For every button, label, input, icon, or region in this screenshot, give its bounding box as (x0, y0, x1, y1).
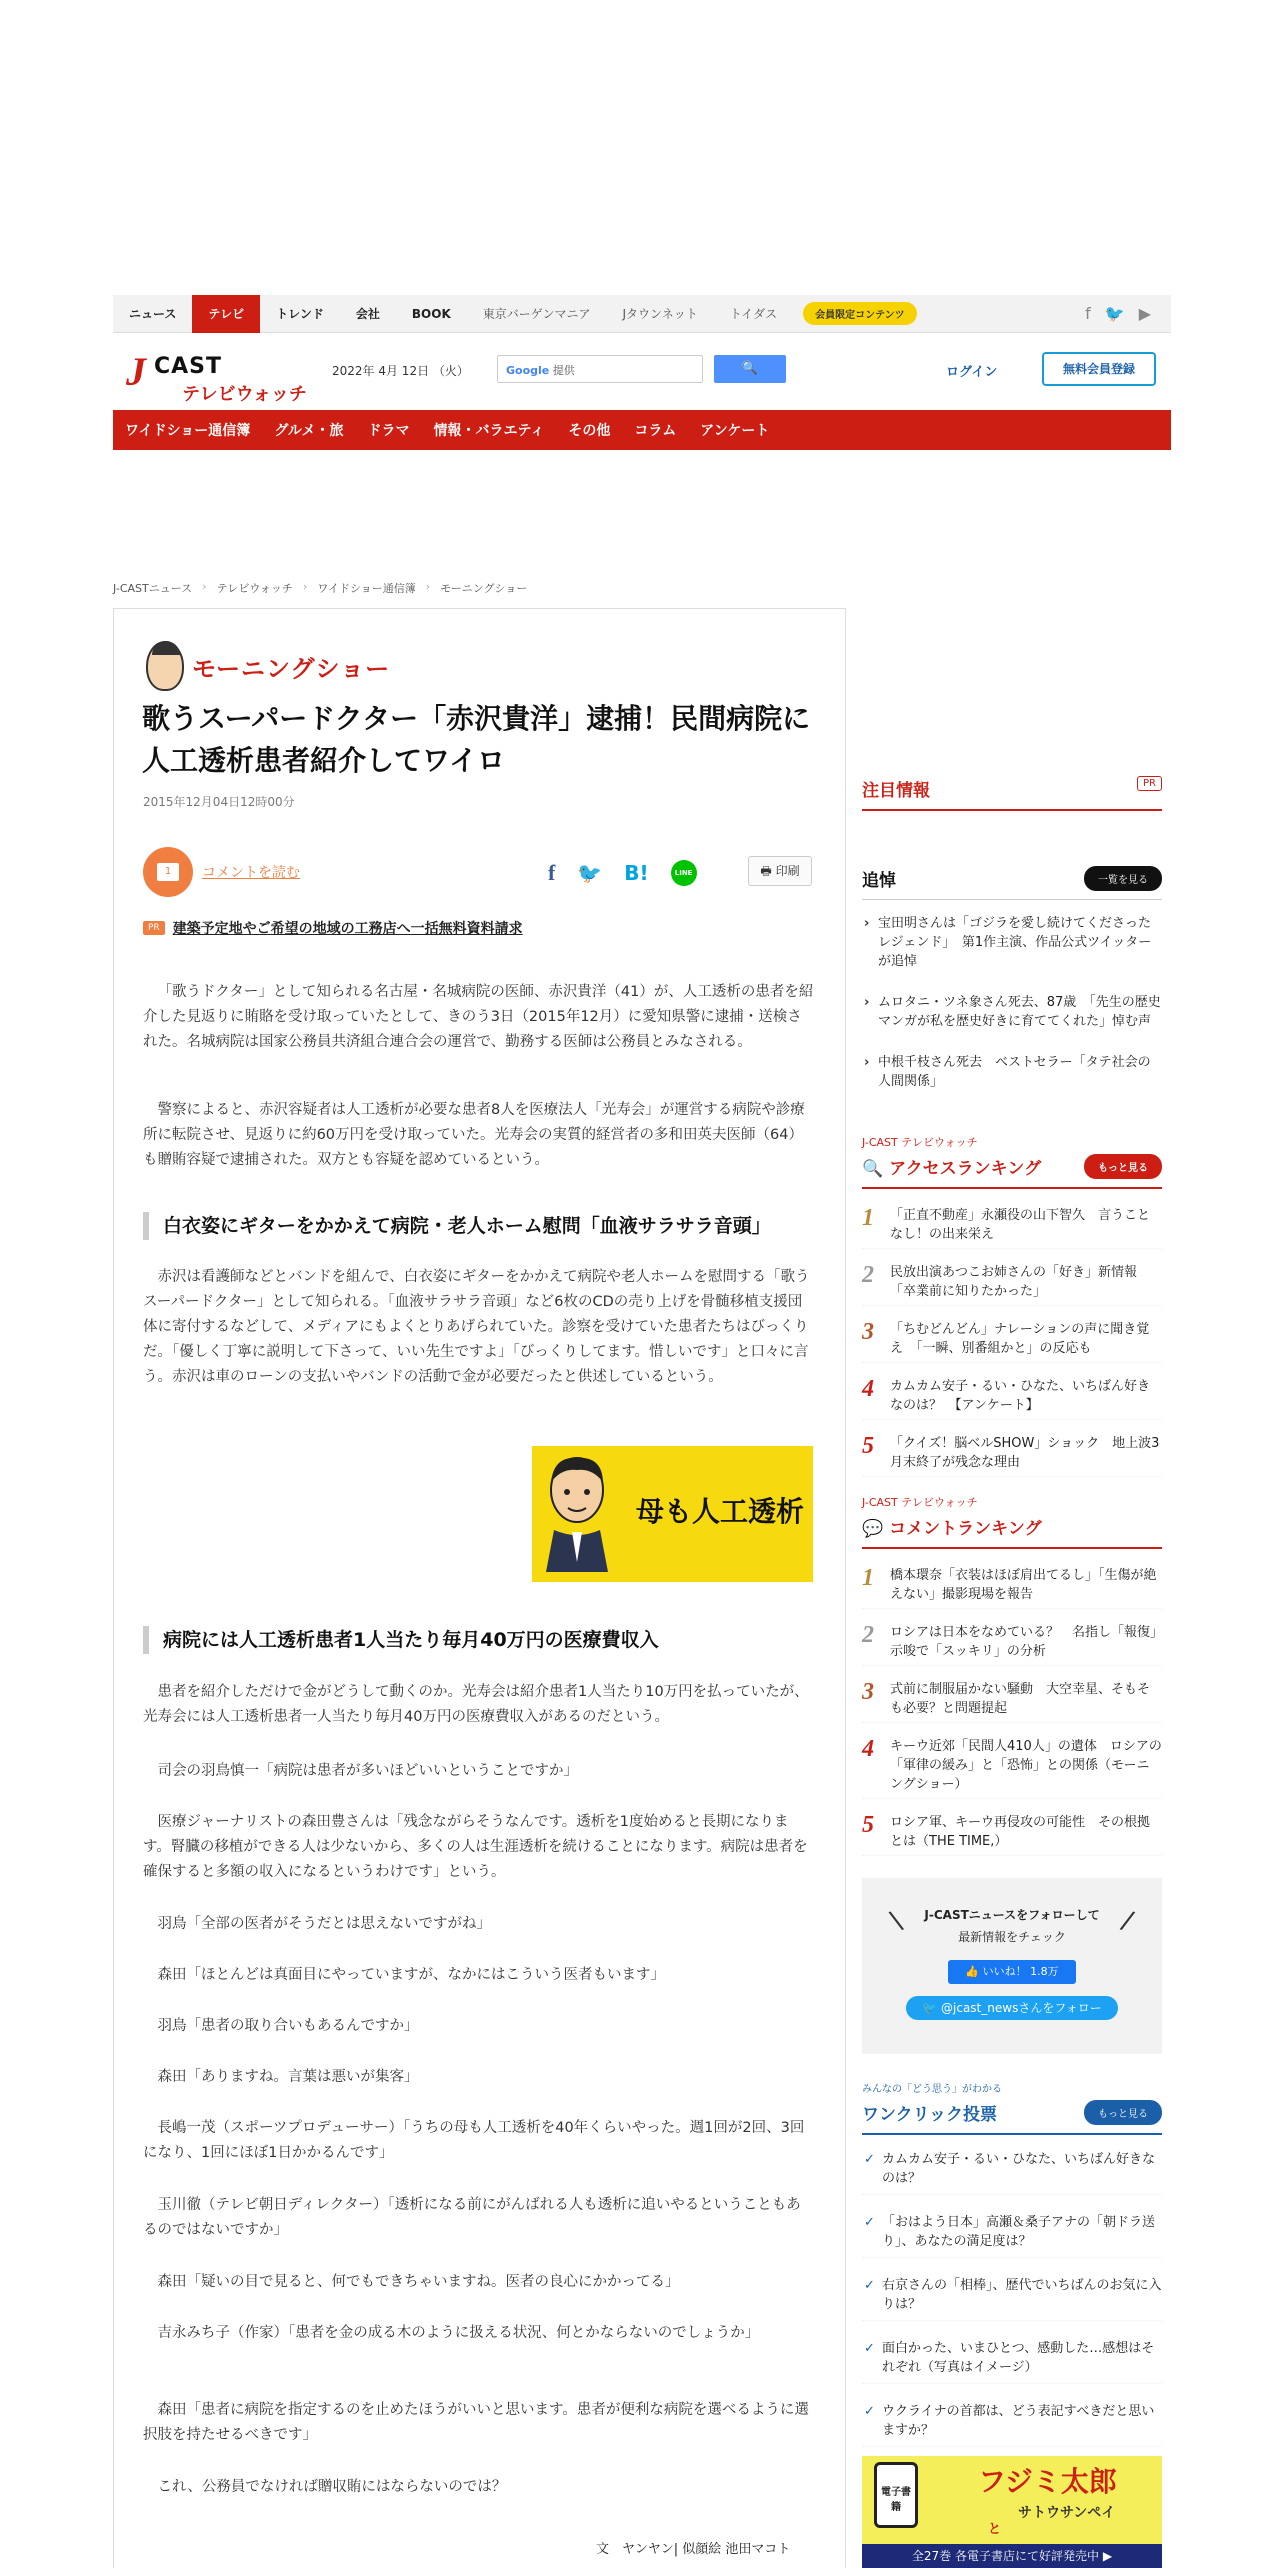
line-share-icon[interactable]: LINE (671, 860, 697, 886)
pr-tag: PR (143, 921, 165, 935)
access-more-button[interactable]: もっと見る (1084, 1154, 1162, 1179)
article-paragraph: 司会の羽鳥慎一「病院は患者が多いほどいいということですか」 (157, 1763, 578, 1779)
topnav-trend[interactable]: トレンド (276, 306, 324, 321)
comment-ranking-header (862, 1514, 1162, 1549)
list-item[interactable]: › 中根千枝さん死去 ベストセラー「タテ社会の人間関係」 (862, 1053, 1162, 1091)
article-subheading: 病院には人工透析患者1人当たり毎月40万円の医療費収入 (143, 1626, 815, 1654)
caricature-face (542, 1452, 612, 1572)
youtube-icon[interactable]: ▶ (1138, 304, 1151, 323)
article-credit: 文 ヤンヤン| 似顔絵 池田マコト (596, 2542, 791, 2557)
social-links (1085, 304, 1171, 323)
banner-bar: 全27巻 各電子書店にて好評発売中 ▶ (862, 2544, 1162, 2568)
pr-badge: PR (1137, 776, 1162, 791)
topnav-bargain[interactable]: 東京バーゲンマニア (482, 306, 591, 321)
ebook-icon: 電子書籍 (874, 2462, 918, 2528)
follow-line1: J-CASTニュースをフォローして (924, 1908, 1100, 1922)
brand-label: J-CAST テレビウォッチ (862, 1496, 978, 1509)
nav-other[interactable]: その他 (568, 423, 611, 439)
article-paragraph: 長嶋一茂（スポーツプロデューサー）「うちの母も人工透析を40年くらいやった。週1回が2回、3回になり、1回にほぼ1日かかるんです」 (143, 2120, 805, 2161)
article-paragraph: 森田「ほとんどは真面目にやっていますが、なかにはこういう医者もいます」 (157, 1967, 665, 1983)
access-ranking-list (862, 1206, 1162, 1491)
banner-subtitle: サトウサンペイ (1018, 2505, 1116, 2521)
oneclick-subtitle: みんなの「どう思う」がわかる (862, 2084, 1002, 2095)
follow-box (862, 1878, 1162, 2054)
topnav-jtown[interactable]: Jタウンネット (622, 306, 698, 321)
illustration-caption: 母も人工透析 (636, 1495, 805, 1528)
member-content-button[interactable]: 会員限定コンテンツ (803, 302, 917, 325)
poll-item[interactable]: ✓ 「おはよう日本」高瀬＆桑子アナの「朝ドラ送り」、あなたの満足度は？ (862, 2213, 1162, 2258)
access-ranking-title: アクセスランキング (889, 1159, 1042, 1179)
ranking-item[interactable]: 3 式前に制服届かない騒動 大空幸星、そもそも必要？と問題提起 (862, 1680, 1162, 1723)
ranking-item[interactable]: 4 キーウ近郊「民間人410人」の遺体 ロシアの「軍律の緩み」と「恐怖」との関係（モーニングショー） (862, 1737, 1162, 1799)
memorial-header (862, 866, 1162, 900)
caricature-illustration (532, 1446, 813, 1582)
crumb-wideshow[interactable]: ワイドショー通信簿 (317, 582, 416, 595)
facebook-icon[interactable]: f (1085, 304, 1091, 323)
search-suffix: 提供 (552, 364, 575, 377)
article-paragraph: 玉川徹（テレビ朝日ディレクター）「透析になる前にがんばれる人も透析に追いやるということもあるのではないですか」 (143, 2197, 801, 2238)
breadcrumb: J-CASTニュース › テレビウォッチ › ワイドショー通信簿 › モーニングショー (113, 580, 528, 595)
memorial-list (862, 914, 1162, 1113)
facebook-share-icon[interactable]: f (548, 860, 556, 885)
pr-link-row (143, 918, 523, 938)
ranking-item[interactable]: 2 ロシアは日本をなめている？ 名指し「報復」示唆で「スッキリ」の分析 (862, 1623, 1162, 1666)
memorial-title: 追悼 (862, 871, 896, 891)
search-icon: 🔍 (741, 361, 759, 376)
twitter-icon[interactable]: 🐦 (1104, 304, 1125, 323)
nav-variety[interactable]: 情報・バラエティ (433, 423, 545, 439)
follow-text (862, 1904, 1162, 1948)
logo-j: J (126, 349, 146, 394)
article-paragraph: これ、公務員でなければ贈収賄にはならないのでは？ (157, 2479, 507, 2495)
memorial-more-button[interactable]: 一覧を見る (1084, 866, 1162, 891)
register-button[interactable]: 無料会員登録 (1042, 352, 1156, 386)
logo-tv: テレビウォッチ (182, 384, 307, 405)
caricature-icon (146, 641, 184, 691)
facebook-like-button[interactable]: 👍 いいね！ 1.8万 (948, 1960, 1076, 1984)
program-badge (146, 640, 390, 692)
oneclick-list (862, 2150, 1162, 2465)
comment-ranking-list (862, 1566, 1162, 1870)
article-paragraph: 「歌うドクター」として知られる名古屋・名城病院の医師、赤沢貴洋（41）が、人工透析の患者を紹介した見返りに賄賂を受け取っていたとして、きのう3日（2015年12月）に愛知県警に逮捕・送検された。名城病院は国家公務員共済組合連合会の運営で、勤務する医師は公務員とみなされる。 (143, 984, 814, 1050)
oneclick-more-button[interactable]: もっと見る (1084, 2100, 1162, 2125)
nav-survey[interactable]: アンケート (700, 423, 770, 439)
ranking-text: ロシア軍、キーウ再侵攻の可能性 その根拠とは（THE TIME,） (890, 1815, 1151, 1849)
featured-header (862, 776, 1162, 811)
ranking-item[interactable]: 5 ロシア軍、キーウ再侵攻の可能性 その根拠とは（THE TIME,） (862, 1813, 1162, 1856)
comment-count: 1 (157, 863, 179, 881)
ranking-item[interactable]: 1 橋本環奈「衣装はほぼ肩出てるし」「生傷が絶えない」撮影現場を報告 (862, 1566, 1162, 1609)
ranking-text: 式前に制服届かない騒動 大空幸星、そもそも必要？と問題提起 (890, 1682, 1151, 1716)
article-paragraph: 吉永みち子（作家）「患者を金の成る木のように扱える状況、何とかならないのでしょうか」 (157, 2325, 760, 2341)
article-subheading: 白衣姿にギターをかかえて病院・老人ホーム慰問「血液サラサラ音頭」 (143, 1212, 815, 1240)
twitter-share-icon[interactable]: 🐦 (577, 861, 603, 885)
ranking-item[interactable]: 5 「クイズ！脳ベルSHOW」ショック 地上波3月末終了が残念な理由 (862, 1434, 1162, 1477)
login-link[interactable]: ログイン (946, 365, 998, 380)
ranking-text: 「正直不動産」永瀬役の山下智久 言うことなし！の出来栄え (890, 1208, 1151, 1242)
featured-title: 注目情報 (862, 781, 930, 801)
poll-item[interactable]: ✓ 右京さんの「相棒」、歴代でいちばんのお気に入りは？ (862, 2276, 1162, 2321)
ranking-text: 「ちむどんどん」ナレーションの声に聞き覚え 「一瞬、別番組かと」の反応も (890, 1322, 1150, 1356)
ranking-text: 民放出演あつこお姉さんの「好き」新情報「卒業前に知りたかった」 (890, 1265, 1138, 1299)
nav-gourmet[interactable]: グルメ・旅 (274, 423, 344, 439)
poll-item[interactable]: ✓ 面白かった、いまひとつ、感動した…感想はそれぞれ（写真はイメージ） (862, 2339, 1162, 2384)
follow-line2: 最新情報をチェック (958, 1930, 1066, 1944)
list-item[interactable]: › ムロタニ・ツネ象さん死去、87歳 「先生の歴史マンガが私を歴史好きに育ててくれた」悼む声 (862, 993, 1162, 1031)
decor-slash-right: / (1118, 1905, 1137, 1937)
ranking-item[interactable]: 3 「ちむどんどん」ナレーションの声に聞き覚え 「一瞬、別番組かと」の反応も (862, 1320, 1162, 1363)
ranking-text: ロシアは日本をなめている？ 名指し「報復」示唆で「スッキリ」の分析 (890, 1625, 1157, 1659)
poll-item[interactable]: ✓ カムカム安子・るい・ひなた、いちばん好きなのは？ (862, 2150, 1162, 2195)
ebook-banner[interactable] (862, 2456, 1162, 2568)
top-nav (113, 295, 1171, 333)
oneclick-title: ワンクリック投票 (862, 2105, 997, 2125)
crumb-tvwatch[interactable]: テレビウォッチ (216, 582, 293, 595)
ranking-item[interactable]: 2 民放出演あつこお姉さんの「好き」新情報「卒業前に知りたかった」 (862, 1263, 1162, 1306)
hatena-share-icon[interactable]: B! (624, 861, 649, 885)
crumb-morning[interactable]: モーニングショー (440, 582, 528, 595)
article-paragraph: 警察によると、赤沢容疑者は人工透析が必要な患者8人を医療法人「光寿会」が運営する病院や診療所に転院させ、見返りに約60万円を受け取っていた。光寿会の実質的経営者の多和田英夫医師（64）も贈賄容疑で逮捕された。双方とも容疑を認めているという。 (143, 1102, 805, 1168)
article-paragraph: 赤沢は看護師などとバンドを組んで、白衣姿にギターをかかえて病院や老人ホームを慰問する「歌うスーパードクター」として知られる。「血液サラサラ音頭」など6枚のCDの売り上げを骨髄移植支援団体に寄付するなどして、メディアにもよくとりあげられていた。診察を受けていた患者たちはびっくりだ。「優しく丁寧に説明して下さって、いい先生ですよ」「びっくりしてます。惜しいです」と口々に言う。赤沢は車のローンの支払いやバンドの活動で金が必要だったと供述しているという。 (143, 1269, 810, 1385)
category-nav (113, 410, 1171, 450)
ranking-text: 橋本環奈「衣装はほぼ肩出てるし」「生傷が絶えない」撮影現場を報告 (890, 1568, 1157, 1602)
nav-column[interactable]: コラム (634, 423, 677, 439)
pr-link[interactable]: 建築予定地やご希望の地域の工務店へ一括無料資料請求 (172, 921, 523, 937)
comment-icon: 💬 (862, 1519, 884, 1539)
comment-ranking-title: コメントランキング (889, 1519, 1042, 1539)
comment-count-icon[interactable] (143, 847, 193, 897)
google-label: Google (506, 364, 550, 377)
topnav-tv[interactable]: テレビ (192, 295, 260, 333)
current-date: 2022年 4月 12日 （火） (332, 364, 469, 378)
print-button[interactable]: 🖶 印刷 (748, 856, 812, 886)
ranking-text: カムカム安子・るい・ひなた、いちばん好きなのは？ 【アンケート】 (890, 1379, 1151, 1413)
ranking-item[interactable]: 4 カムカム安子・るい・ひなた、いちばん好きなのは？ 【アンケート】 (862, 1377, 1162, 1420)
site-logo[interactable] (126, 348, 316, 405)
article-paragraph: 羽鳥「患者の取り合いもあるんですか」 (157, 2018, 419, 2034)
ranking-text: 「クイズ！脳ベルSHOW」ショック 地上波3月末終了が残念な理由 (890, 1436, 1160, 1470)
access-ranking-header (862, 1154, 1162, 1189)
nav-wideshow[interactable]: ワイドショー通信簿 (125, 423, 251, 439)
read-comments-link[interactable]: コメントを読む (202, 865, 300, 881)
list-item[interactable]: › 宝田明さんは「ゴジラを愛し続けてくださったレジェンド」 第1作主演、作品公式ツイッターが追悼 (862, 914, 1162, 971)
ranking-icon: 🔍 (862, 1159, 884, 1179)
article-paragraph: 羽鳥「全部の医者がそうだとは思えないですがね」 (157, 1916, 491, 1932)
publish-date: 2015年12月04日12時00分 (143, 795, 295, 809)
article-paragraph: 森田「ありますね。言葉は悪いが集客」 (157, 2069, 419, 2085)
topnav-company[interactable]: 会社 (355, 306, 380, 321)
search-input[interactable] (497, 355, 703, 383)
article-paragraph: 医療ジャーナリストの森田豊さんは「残念ながらそうなんです。透析を1度始めると長期になります。腎臓の移植ができる人は少ないから、多くの人は生涯透析を続けることになります。病院は患者を確保すると多額の収入になるというわけです」という。 (143, 1814, 808, 1880)
nav-drama[interactable]: ドラマ (367, 423, 410, 439)
ranking-item[interactable]: 1 「正直不動産」永瀬役の山下智久 言うことなし！の出来栄え (862, 1206, 1162, 1249)
banner-to: と (988, 2522, 1002, 2537)
poll-item[interactable]: ✓ ウクライナの首都は、どう表記すべきだと思いますか？ (862, 2402, 1162, 2447)
topnav-book[interactable]: BOOK (411, 306, 451, 321)
ranking-text: キーウ近郊「民間人410人」の遺体 ロシアの「軍律の緩み」と「恐怖」との関係（モーニングショー） (890, 1739, 1162, 1792)
topnav-news[interactable]: ニュース (129, 306, 177, 321)
program-name: モーニングショー (192, 654, 391, 683)
article-paragraph: 森田「患者に病院を指定するのを止めたほうがいいと思います。患者が便利な病院を選べるように選択肢を持たせるべきです」 (143, 2402, 809, 2443)
crumb-jcast[interactable]: J-CASTニュース (113, 582, 193, 595)
article-paragraph: 患者を紹介しただけで金がどうして動くのか。光寿会は紹介患者1人当たり10万円を払っていたが、光寿会には人工透析患者一人当たり毎月40万円の医療費収入があるのだという。 (143, 1684, 809, 1725)
decor-slash-left: \ (887, 1905, 906, 1937)
topnav-toidas[interactable]: トイダス (729, 306, 778, 321)
oneclick-header (862, 2100, 1162, 2135)
banner-title: フジミ太郎 (978, 2465, 1117, 2498)
logo-cast: CAST (154, 354, 223, 379)
article-paragraph: 森田「疑いの目で見ると、何でもできちゃいますね。医者の良心にかかってる」 (157, 2274, 680, 2290)
share-buttons (548, 860, 697, 886)
twitter-follow-button[interactable]: 🐦 @jcast_newsさんをフォロー (906, 1996, 1118, 2020)
search-button[interactable] (714, 355, 786, 383)
brand-label: J-CAST テレビウォッチ (862, 1136, 978, 1149)
article-headline: 歌うスーパードクター「赤沢貴洋」逮捕！民間病院に人工透析患者紹介してワイロ (142, 702, 811, 777)
